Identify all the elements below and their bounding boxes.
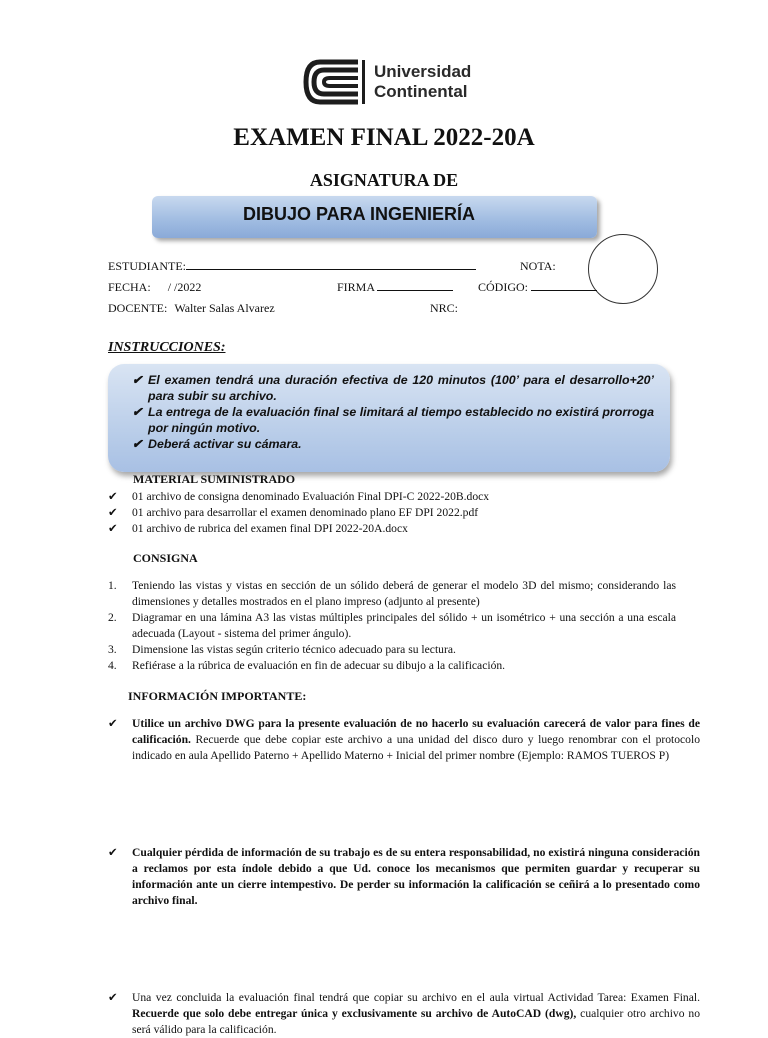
check-icon: ✔ [108, 506, 118, 519]
important-item-1: ✔ Utilice un archivo DWG para la presente evaluación de no hacerlo su evaluación carecerá de valor para fines de calificación. Recuerde que debe copiar este archivo a una unidad del disco duro y luego renombrar con el protocolo indicado en aula Apellido Paterno + Apellido Materno + Inicial del primer nombre (Ejemplo: RAMOS TUEROS P) [108, 717, 700, 762]
check-icon: ✔ [132, 405, 143, 419]
logo-line-1: Universidad [374, 62, 472, 81]
subject-label: ASIGNATURA DE [309, 170, 459, 190]
signature-line[interactable] [377, 290, 453, 291]
date-label: FECHA: [108, 280, 151, 294]
logo-wordmark [374, 62, 471, 102]
instructions-heading: INSTRUCCIONES: [108, 340, 226, 355]
check-icon: ✔ [108, 717, 118, 730]
instruction-item: ✔ El examen tendrá una duración efectiva de 120 minutos (100’ para el desarrollo+20’ para subir su archivo. [132, 373, 654, 403]
nrc-label: NRC: [430, 301, 459, 315]
check-icon: ✔ [132, 373, 143, 387]
material-item: ✔ 01 archivo de consigna denominado Evaluación Final DPI-C 2022-20B.docx [108, 490, 490, 503]
teacher-name: Walter Salas Alvarez [174, 301, 275, 315]
subject-name: DIBUJO PARA INGENIERÍA [243, 204, 476, 224]
instructions-list [132, 372, 654, 452]
material-item: ✔ 01 archivo de rubrica del examen final DPI 2022-20A.docx [108, 522, 408, 535]
material-heading: MATERIAL SUMINISTRADO [133, 472, 296, 486]
code-field [478, 280, 597, 295]
material-list [108, 489, 668, 537]
consigna-heading: CONSIGNA [133, 551, 198, 565]
date-field [108, 280, 201, 295]
teacher-label: DOCENTE: [108, 301, 168, 315]
instruction-item: ✔ Deberá activar su cámara. [132, 437, 302, 451]
code-label: CÓDIGO: [478, 280, 528, 294]
student-line[interactable] [186, 269, 476, 270]
check-icon: ✔ [108, 846, 118, 859]
important-item-3: ✔ Una vez concluida la evaluación final tendrá que copiar su archivo en el aula virtual Actividad Tarea: Examen Final. Recuerde que solo debe entregar única y exclusivamente su archivo de AutoCAD (dwg), cualquier otro archivo no será válido para la calificación. [108, 991, 700, 1036]
consigna-item: 3. Dimensione las vistas según criterio técnico adecuado para su lectura. [108, 643, 456, 656]
exam-title: EXAMEN FINAL 2022-20A [233, 124, 535, 151]
check-icon: ✔ [108, 991, 118, 1004]
date-value: / /2022 [167, 280, 202, 294]
material-item: ✔ 01 archivo para desarrollar el examen denominado plano EF DPI 2022.pdf [108, 506, 479, 519]
consigna-item: 4. Refiérase a la rúbrica de evaluación en fin de adecuar su dibujo a la calificación. [108, 659, 506, 672]
nota-label: NOTA: [520, 259, 556, 273]
instruction-item: ✔ La entrega de la evaluación final se limitará al tiempo establecido no existirá prorroga por ningún motivo. [132, 405, 654, 435]
teacher-field [108, 301, 275, 316]
student-field [108, 259, 476, 274]
signature-field [337, 280, 453, 295]
important-heading: INFORMACIÓN IMPORTANTE: [128, 689, 307, 703]
signature-label: FIRMA [337, 280, 375, 294]
student-label: ESTUDIANTE: [108, 259, 186, 273]
check-icon: ✔ [108, 522, 118, 535]
grade-circle [588, 234, 658, 304]
consigna-list [108, 578, 676, 674]
consigna-item: 1. Teniendo las vistas y vistas en sección de un sólido deberá de generar el modelo 3D del mismo; considerando las dimensiones y detalles mostrados en el plano impreso (adjunto al presente) [108, 579, 676, 608]
important-item-2: ✔ Cualquier pérdida de información de su trabajo es de su entera responsabilidad, no existirá ninguna consideración a reclamos por esta índole debido a que Ud. conoce los mecanismos que permiten guardar y recuperar su información ante un cierre intempestivo. De perder su información la calificación se ceñirá a lo presentado como archivo final. [108, 846, 700, 907]
check-icon: ✔ [132, 437, 143, 451]
consigna-item: 2. Diagramar en una lámina A3 las vistas múltiples principales del sólido + un isométrico + una sección a una escala adecuada (Layout - sistema del primer ángulo). [108, 611, 676, 640]
logo-line-2: Continental [374, 82, 468, 101]
check-icon: ✔ [108, 490, 118, 503]
code-line[interactable] [531, 290, 597, 291]
